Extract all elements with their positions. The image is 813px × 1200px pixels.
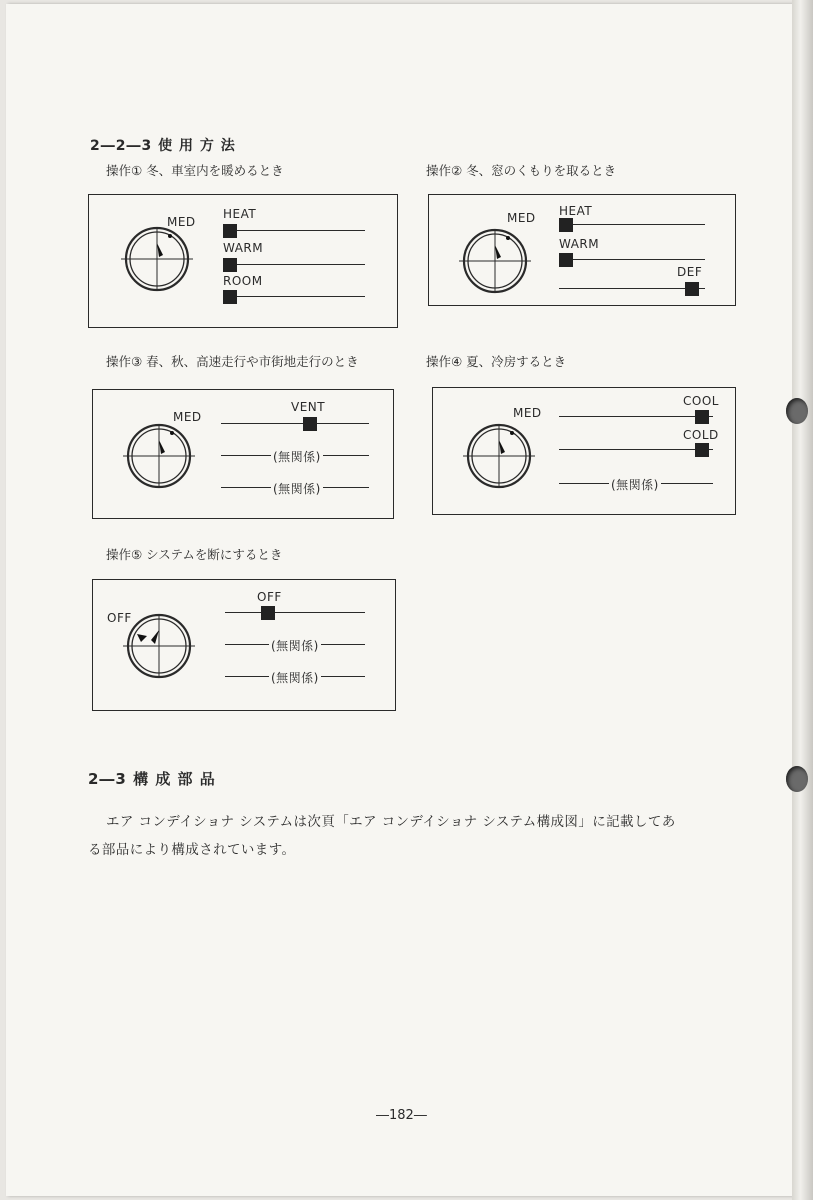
lever-label-off: OFF	[257, 590, 282, 604]
lever-track	[223, 296, 365, 297]
lever-track	[559, 288, 705, 289]
lever-track	[221, 423, 369, 424]
lever-knob	[559, 218, 573, 232]
binder-hole	[786, 766, 808, 792]
section-parts-line1: エア コンデイショナ システムは次頁「エア コンデイショナ システム構成図」に記載してあ	[106, 814, 676, 830]
lever-label-irrelevant: (無関係)	[273, 482, 321, 496]
binder-hole	[786, 398, 808, 424]
document-page	[6, 4, 792, 1196]
dial-label: MED	[173, 410, 202, 424]
lever-knob	[559, 253, 573, 267]
lever-track	[559, 449, 713, 450]
operation-4-caption: 操作④ 夏、冷房するとき	[426, 354, 567, 369]
lever-knob	[261, 606, 275, 620]
dial-icon	[123, 420, 195, 492]
lever-label-irrelevant: (無関係)	[611, 478, 659, 492]
lever-label-cool: COOL	[683, 394, 719, 408]
section-parts-line2: る部品により構成されています。	[88, 842, 296, 858]
dial-label: MED	[507, 211, 536, 225]
lever-label-def: DEF	[677, 265, 703, 279]
lever-label-vent: VENT	[291, 400, 326, 414]
lever-track	[223, 230, 365, 231]
lever-track	[559, 259, 705, 260]
operation-1-caption: 操作① 冬、車室内を暖めるとき	[106, 163, 284, 178]
page-number: ―182―	[376, 1108, 427, 1123]
lever-knob	[223, 258, 237, 272]
section-parts-title: 2―3 構 成 部 品	[88, 770, 216, 788]
operation-1-panel	[88, 194, 398, 328]
lever-label-irrelevant: (無関係)	[271, 639, 319, 653]
lever-knob	[223, 224, 237, 238]
lever-knob	[223, 290, 237, 304]
lever-track	[223, 264, 365, 265]
lever-track	[559, 224, 705, 225]
operation-5-caption: 操作⑤ システムを断にするとき	[106, 547, 283, 562]
lever-label-warm: WARM	[559, 237, 600, 251]
dial-icon	[123, 610, 195, 682]
lever-track	[225, 612, 365, 613]
section-usage-title: 2―2―3 使 用 方 法	[90, 138, 236, 154]
operation-2-panel	[428, 194, 736, 306]
lever-knob	[303, 417, 317, 431]
lever-label-cold: COLD	[683, 428, 719, 442]
lever-knob	[695, 443, 709, 457]
dial-label: MED	[167, 215, 196, 229]
operation-3-caption: 操作③ 春、秋、高速走行や市街地走行のとき	[106, 354, 359, 369]
dial-icon	[459, 225, 531, 297]
lever-label-heat: HEAT	[223, 207, 257, 221]
lever-label-irrelevant: (無関係)	[273, 450, 321, 464]
operation-4-panel	[432, 387, 736, 515]
operation-5-panel	[92, 579, 396, 711]
lever-label-heat: HEAT	[559, 204, 593, 218]
operation-3-panel	[92, 389, 394, 519]
dial-label: OFF	[107, 611, 132, 625]
lever-knob	[695, 410, 709, 424]
lever-label-room: ROOM	[223, 274, 263, 288]
dial-icon	[463, 420, 535, 492]
lever-knob	[685, 282, 699, 296]
page-edge	[792, 0, 813, 1200]
dial-icon	[121, 223, 193, 295]
operation-2-caption: 操作② 冬、窓のくもりを取るとき	[426, 163, 617, 178]
lever-label-irrelevant: (無関係)	[271, 671, 319, 685]
lever-label-warm: WARM	[223, 241, 264, 255]
lever-track	[559, 416, 713, 417]
dial-label: MED	[513, 406, 542, 420]
